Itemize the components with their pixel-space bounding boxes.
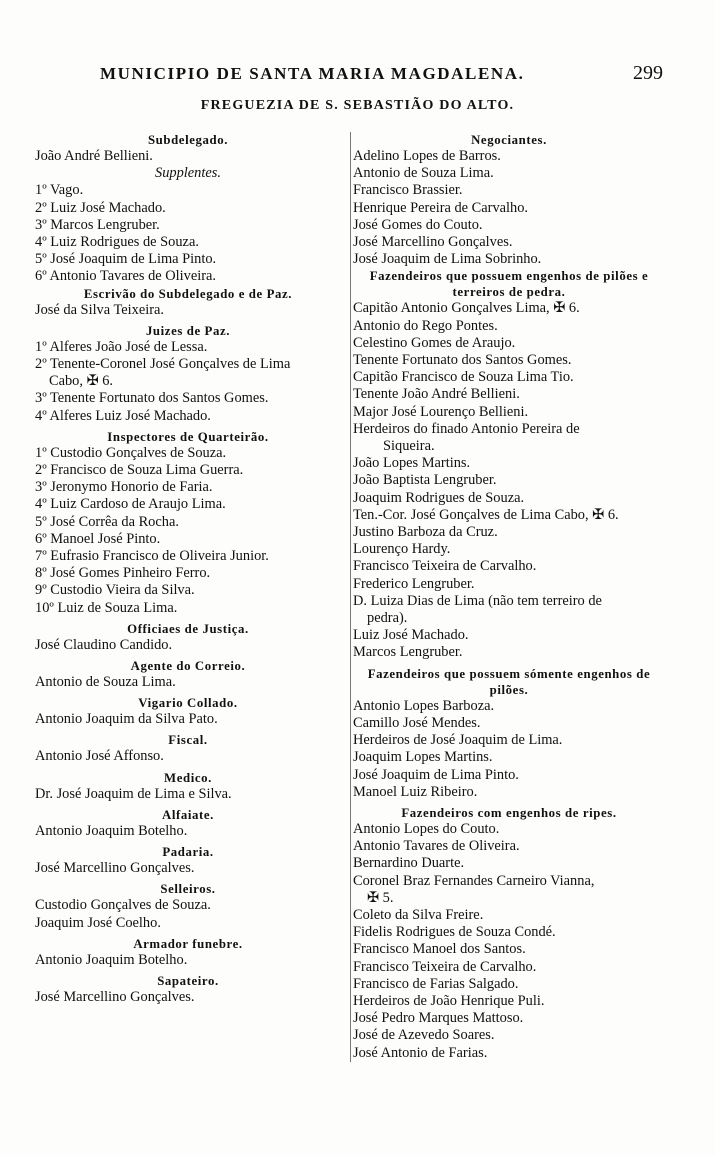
section-heading: Fiscal. <box>168 733 208 748</box>
entry: João André Bellieni. <box>35 148 153 164</box>
entry: Antonio Joaquim Botelho. <box>35 951 188 968</box>
section-heading: Juizes de Paz. <box>145 323 231 338</box>
section-heading: Officiaes de Justiça. <box>127 621 249 636</box>
entry: 4º Luiz Rodrigues de Souza. <box>35 234 199 251</box>
entry: Antonio de Souza Lima. <box>35 674 176 691</box>
entry: 7º Eufrasio Francisco de Oliveira Junior. <box>35 548 269 565</box>
entry: 9º Custodio Vieira da Silva. <box>35 582 195 599</box>
entry: Major José Lourenço Bellieni. <box>353 403 529 420</box>
entry: José Pedro Marques Mattoso. <box>353 1010 524 1027</box>
entry: Antonio Lopes Barboza. <box>353 697 495 714</box>
section-heading: Alfaiate. <box>162 807 214 822</box>
section-heading: Medico. <box>164 770 212 785</box>
entry: Joaquim Lopes Martins. <box>353 749 493 766</box>
page-header <box>0 58 715 88</box>
entry: Capitão Francisco de Souza Lima Tio. <box>353 369 574 386</box>
entry: Antonio do Rego Pontes. <box>353 317 498 334</box>
entry: José Marcellino Gonçalves. <box>35 988 195 1005</box>
entry: Antonio Lopes do Couto. <box>353 820 500 837</box>
entry: João Baptista Lengruber. <box>353 472 497 489</box>
entry: Celestino Gomes de Araujo. <box>353 334 516 351</box>
entry: Justino Barboza da Cruz. <box>353 524 498 541</box>
entry: 5º José Corrêa da Rocha. <box>35 513 179 530</box>
entry: Tenente João André Bellieni. <box>353 386 520 403</box>
entry: Herdeiros de João Henrique Puli. <box>353 992 545 1009</box>
entry: 6º Antonio Tavares de Oliveira. <box>35 268 217 285</box>
entry: Custodio Gonçalves de Souza. <box>35 897 211 914</box>
entry: 1º Vago. <box>35 182 84 199</box>
section-heading: Negociantes. <box>471 133 547 147</box>
entry: Herdeiros do finado Antonio Pereira de <box>353 420 580 437</box>
section-heading: Vigario Collado. <box>138 696 238 711</box>
entry: Francisco de Farias Salgado. <box>353 975 519 992</box>
section-heading: Sapateiro. <box>157 973 219 988</box>
entry: José Antonio de Farias. <box>353 1044 488 1061</box>
left-column <box>35 132 341 1006</box>
entry: Manoel Luiz Ribeiro. <box>353 783 478 800</box>
entry: José Claudino Candido. <box>35 636 173 653</box>
entry: 1º Alferes João José de Lessa. <box>35 338 208 355</box>
entry: José da Silva Teixeira. <box>35 301 165 318</box>
entry: Tenente Fortunato dos Santos Gomes. <box>353 352 572 369</box>
entry: Coleto da Silva Freire. <box>353 906 484 923</box>
entry: Herdeiros de José Joaquim de Lima. <box>353 732 563 749</box>
entry: Antonio Joaquim Botelho. <box>35 822 188 839</box>
entry: 4º Luiz Cardoso de Araujo Lima. <box>35 496 226 513</box>
entry: 3º Jeronymo Honorio de Faria. <box>35 479 213 496</box>
entry: Joaquim José Coelho. <box>35 914 161 931</box>
entry: José de Azevedo Soares. <box>353 1027 495 1044</box>
entry: José Joaquim de Lima Sobrinho. <box>353 251 542 268</box>
entry: Henrique Pereira de Carvalho. <box>353 199 529 216</box>
entry: Siqueira. <box>383 438 435 455</box>
section-heading: Fazendeiros com engenhos de ripes. <box>401 805 617 820</box>
entry: Francisco Teixeira de Carvalho. <box>353 558 537 575</box>
entry: D. Luiza Dias de Lima (não tem terreiro de <box>353 592 602 609</box>
entry: Cabo, ✠ 6. <box>49 373 114 390</box>
entry: Antonio Joaquim da Silva Pato. <box>35 711 218 728</box>
running-title: MUNICIPIO DE SANTA MARIA MAGDALENA. <box>100 64 525 83</box>
entry: 2º Francisco de Souza Lima Guerra. <box>35 462 244 479</box>
right-column <box>350 132 665 1062</box>
entry: Francisco Manoel dos Santos. <box>353 941 526 958</box>
section-heading: Supplentes. <box>155 165 221 182</box>
section-heading: Fazendeiros que possuem engenhos de pilões e terreiros de pedra. <box>369 269 649 300</box>
section-heading: Agente do Correio. <box>130 659 246 674</box>
entry: 4º Alferes Luiz José Machado. <box>35 407 211 424</box>
entry: 10º Luiz de Souza Lima. <box>35 599 178 616</box>
section-heading: Selleiros. <box>160 882 216 897</box>
entry: pedra). <box>367 610 408 627</box>
entry: Capitão Antonio Gonçalves Lima, ✠ 6. <box>353 300 580 317</box>
entry: José Gomes do Couto. <box>353 216 483 233</box>
entry: 3º Marcos Lengruber. <box>35 216 160 233</box>
section-heading: Escrivão do Subdelegado e de Paz. <box>83 286 293 301</box>
entry: 1º Custodio Gonçalves de Souza. <box>35 444 227 461</box>
entry: Frederico Lengruber. <box>353 575 475 592</box>
entry: José Marcellino Gonçalves. <box>35 860 195 877</box>
entry: 2º Tenente-Coronel José Gonçalves de Lima <box>35 356 291 373</box>
entry: Antonio Tavares de Oliveira. <box>353 838 520 855</box>
entry: Fidelis Rodrigues de Souza Condé. <box>353 924 556 941</box>
entry: Francisco Teixeira de Carvalho. <box>353 958 537 975</box>
entry: ✠ 5. <box>367 889 394 906</box>
entry: Luiz José Machado. <box>353 627 469 644</box>
entry: 2º Luiz José Machado. <box>35 199 166 216</box>
entry: João Lopes Martins. <box>353 455 471 472</box>
entry: Dr. José Joaquim de Lima e Silva. <box>35 785 232 802</box>
section-heading: Subdelegado. <box>147 133 229 147</box>
entry: 5º José Joaquim de Lima Pinto. <box>35 251 217 268</box>
section-heading: Fazendeiros que possuem sómente engenhos de pilões. <box>367 666 651 697</box>
entry: Joaquim Rodrigues de Souza. <box>353 489 525 506</box>
entry: Bernardino Duarte. <box>353 855 465 872</box>
page-number: 299 <box>633 62 663 84</box>
entry: Adelino Lopes de Barros. <box>353 148 501 164</box>
entry: Coronel Braz Fernandes Carneiro Vianna, <box>353 872 595 889</box>
entry: José Marcellino Gonçalves. <box>353 234 513 251</box>
section-heading: Armador funebre. <box>133 936 243 951</box>
entry: Antonio de Souza Lima. <box>353 165 494 182</box>
entry: Antonio José Affonso. <box>35 748 164 765</box>
parish-title: FREGUEZIA DE S. SEBASTIÃO DO ALTO. <box>200 98 515 113</box>
entry: Marcos Lengruber. <box>353 644 463 661</box>
section-heading: Inspectores de Quarteirão. <box>107 429 269 444</box>
entry: Francisco Brassier. <box>353 182 463 199</box>
entry: 8º José Gomes Pinheiro Ferro. <box>35 565 211 582</box>
entry: 6º Manoel José Pinto. <box>35 530 161 547</box>
section-heading: Padaria. <box>162 845 214 860</box>
entry: Camillo José Mendes. <box>353 714 481 731</box>
entry: Ten.-Cor. José Gonçalves de Lima Cabo, ✠ 6. <box>353 506 619 523</box>
entry: Lourenço Hardy. <box>353 541 451 558</box>
entry: José Joaquim de Lima Pinto. <box>353 766 519 783</box>
entry: 3º Tenente Fortunato dos Santos Gomes. <box>35 390 269 407</box>
